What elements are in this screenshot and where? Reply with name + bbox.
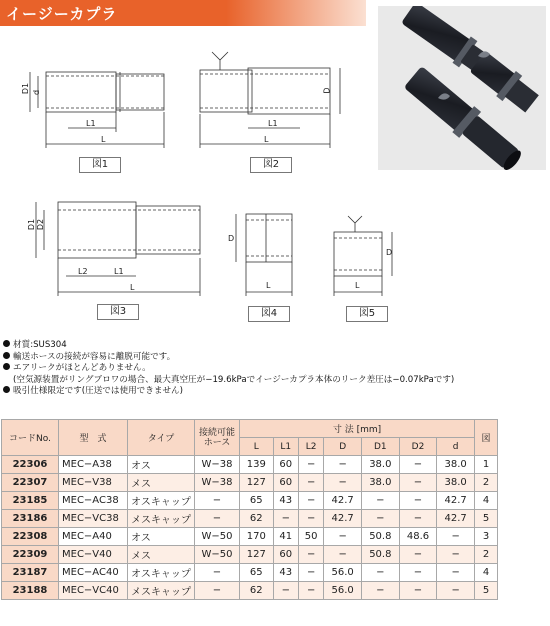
cell-d: −: [437, 564, 475, 582]
cell-l: 65: [240, 492, 274, 510]
cell-d: −: [324, 474, 362, 492]
header-type: タイプ: [128, 420, 195, 456]
cell-type: オスキャップ: [128, 564, 195, 582]
fig1-l1-label: L1: [86, 119, 96, 128]
fig3-label: 図3: [97, 304, 139, 320]
cell-d: 42.7: [324, 510, 362, 528]
cell-model: MEC−V38: [59, 474, 128, 492]
cell-d1: −: [362, 582, 400, 600]
cell-l2: −: [298, 582, 323, 600]
header-code: コードNo.: [2, 420, 59, 456]
spec-table: [1, 419, 498, 600]
header-dim-L2: L2: [298, 438, 323, 456]
cell-l1: 43: [273, 492, 298, 510]
cell-d2: 48.6: [399, 528, 437, 546]
cell-hose: W−50: [195, 546, 240, 564]
fig4-d-label: D: [228, 234, 235, 243]
table-row: [2, 582, 498, 600]
cell-l: 127: [240, 546, 274, 564]
cell-l: 62: [240, 582, 274, 600]
cell-fig: 2: [475, 474, 498, 492]
fig2-label: 図2: [250, 157, 292, 173]
cell-d: −: [324, 528, 362, 546]
cell-model: MEC−AC40: [59, 564, 128, 582]
page-title: イージーカプラ: [6, 5, 118, 23]
title-bar: [0, 0, 366, 26]
cell-d: 42.7: [324, 492, 362, 510]
fig5-label: 図5: [346, 306, 388, 322]
cell-hose: W−38: [195, 474, 240, 492]
cell-code: 23188: [2, 582, 59, 600]
cell-d: 56.0: [324, 582, 362, 600]
cell-l1: −: [273, 510, 298, 528]
table-row: [2, 474, 498, 492]
cell-code: 22306: [2, 456, 59, 474]
note-suction-only: 吸引仕様限定です(圧送では使用できません): [3, 386, 454, 398]
header-dim-D1: D1: [362, 438, 400, 456]
table-row: [2, 546, 498, 564]
cell-type: メス: [128, 474, 195, 492]
cell-l: 65: [240, 564, 274, 582]
cell-l: 62: [240, 510, 274, 528]
cell-d2: −: [399, 474, 437, 492]
cell-l2: −: [298, 546, 323, 564]
cell-model: MEC−AC38: [59, 492, 128, 510]
cell-d1: −: [362, 564, 400, 582]
spec-notes: [3, 340, 454, 398]
cell-l: 139: [240, 456, 274, 474]
cell-d2: −: [399, 456, 437, 474]
cell-type: オス: [128, 456, 195, 474]
cell-d2: −: [399, 546, 437, 564]
bullet-icon: [3, 363, 10, 370]
cell-d: 38.0: [437, 456, 475, 474]
cell-code: 23185: [2, 492, 59, 510]
cell-d2: −: [399, 564, 437, 582]
cell-d2: −: [399, 492, 437, 510]
cell-hose: −: [195, 564, 240, 582]
cell-hose: −: [195, 492, 240, 510]
note-material: 材質:SUS304: [3, 340, 454, 352]
header-hose: 接続可能ホース: [195, 420, 240, 456]
header-dim-L1: L1: [273, 438, 298, 456]
fig5-l-label: L: [355, 281, 360, 290]
cell-d: 56.0: [324, 564, 362, 582]
cell-l1: 60: [273, 474, 298, 492]
note-airleak: エアリークがほとんどありません。: [3, 363, 454, 375]
table-row: [2, 492, 498, 510]
cell-d: −: [437, 528, 475, 546]
header-dimension: 寸 法 [mm]: [240, 420, 475, 438]
cell-d1: 50.8: [362, 528, 400, 546]
cell-fig: 4: [475, 564, 498, 582]
cell-l2: −: [298, 474, 323, 492]
cell-hose: −: [195, 510, 240, 528]
cell-fig: 5: [475, 582, 498, 600]
table-row: [2, 564, 498, 582]
cell-d2: −: [399, 510, 437, 528]
fig3-drawing: [26, 192, 212, 304]
header-model: 型 式: [59, 420, 128, 456]
cell-model: MEC−A40: [59, 528, 128, 546]
title-fade: [226, 0, 366, 26]
cell-l2: −: [298, 510, 323, 528]
fig2-l1-label: L1: [268, 119, 278, 128]
cell-model: MEC−V40: [59, 546, 128, 564]
cell-l1: 43: [273, 564, 298, 582]
cell-hose: W−38: [195, 456, 240, 474]
cell-l2: 50: [298, 528, 323, 546]
cell-fig: 1: [475, 456, 498, 474]
cell-l2: −: [298, 456, 323, 474]
table-row: [2, 456, 498, 474]
bullet-icon: [3, 386, 10, 393]
table-row: [2, 528, 498, 546]
cell-model: MEC−A38: [59, 456, 128, 474]
fig1-drawing: [10, 60, 170, 160]
header-fig: 図: [475, 420, 498, 456]
cell-hose: −: [195, 582, 240, 600]
bullet-icon: [3, 352, 10, 359]
header-dim-D2: D2: [399, 438, 437, 456]
header-dim-D: D: [324, 438, 362, 456]
cell-code: 22308: [2, 528, 59, 546]
fig1-d-label: d: [32, 89, 42, 96]
cell-d2: −: [399, 582, 437, 600]
cell-d: 42.7: [437, 510, 475, 528]
fig2-l-label: L: [264, 135, 269, 144]
cell-type: メスキャップ: [128, 510, 195, 528]
cell-fig: 2: [475, 546, 498, 564]
fig1-d1-label: D1: [21, 82, 31, 95]
cell-d: 42.7: [437, 492, 475, 510]
cell-l: 127: [240, 474, 274, 492]
fig1-label: 図1: [79, 157, 121, 173]
cell-code: 22307: [2, 474, 59, 492]
fig1-l-label: L: [101, 135, 106, 144]
fig3-d2-label: D2: [36, 218, 46, 231]
cell-l: 170: [240, 528, 274, 546]
cell-code: 22309: [2, 546, 59, 564]
cell-type: メスキャップ: [128, 582, 195, 600]
cell-d1: −: [362, 510, 400, 528]
fig5-d-label: D: [386, 248, 393, 257]
cell-l1: 60: [273, 546, 298, 564]
cell-d: −: [324, 546, 362, 564]
cell-l1: −: [273, 582, 298, 600]
fig2-drawing: [190, 42, 350, 158]
fig3-l1-label: L1: [114, 267, 124, 276]
fig3-d1-label: D1: [27, 218, 37, 231]
cell-l1: 41: [273, 528, 298, 546]
fig3-l-label: L: [130, 283, 135, 292]
header-dim-d: d: [437, 438, 475, 456]
cell-l2: −: [298, 564, 323, 582]
cell-d1: 38.0: [362, 456, 400, 474]
cell-d1: 38.0: [362, 474, 400, 492]
cell-code: 23186: [2, 510, 59, 528]
cell-type: メス: [128, 546, 195, 564]
cell-fig: 5: [475, 510, 498, 528]
note-airleak-detail: (空気源装置がリングブロワの場合、最大真空圧が−19.6kPaでイージーカプラ本体のリーク差圧は−0.07kPaです): [13, 374, 455, 385]
bullet-icon: [3, 340, 10, 347]
spec-table-body: [2, 456, 498, 600]
fig4-l-label: L: [266, 281, 271, 290]
fig3-l2-label: L2: [78, 267, 88, 276]
cell-model: MEC−VC40: [59, 582, 128, 600]
cell-d: −: [437, 546, 475, 564]
note-detach: 輸送ホースの接続が容易に離脱可能です。: [3, 352, 454, 364]
cell-l1: 60: [273, 456, 298, 474]
cell-hose: W−50: [195, 528, 240, 546]
cell-l2: −: [298, 492, 323, 510]
fig4-label: 図4: [248, 306, 290, 322]
cell-d1: 50.8: [362, 546, 400, 564]
cell-d: −: [324, 456, 362, 474]
cell-d: −: [437, 582, 475, 600]
fig5-drawing: [322, 212, 402, 306]
product-photo: [378, 6, 546, 170]
cell-model: MEC−VC38: [59, 510, 128, 528]
cell-fig: 3: [475, 528, 498, 546]
cell-type: オス: [128, 528, 195, 546]
coupler-photo-illustration: [378, 6, 546, 170]
fig4-drawing: [226, 200, 316, 304]
fig2-d-label: D: [322, 87, 332, 94]
cell-d1: −: [362, 492, 400, 510]
cell-type: オスキャップ: [128, 492, 195, 510]
cell-d: 38.0: [437, 474, 475, 492]
cell-code: 23187: [2, 564, 59, 582]
cell-fig: 4: [475, 492, 498, 510]
table-row: [2, 510, 498, 528]
header-dim-L: L: [240, 438, 274, 456]
